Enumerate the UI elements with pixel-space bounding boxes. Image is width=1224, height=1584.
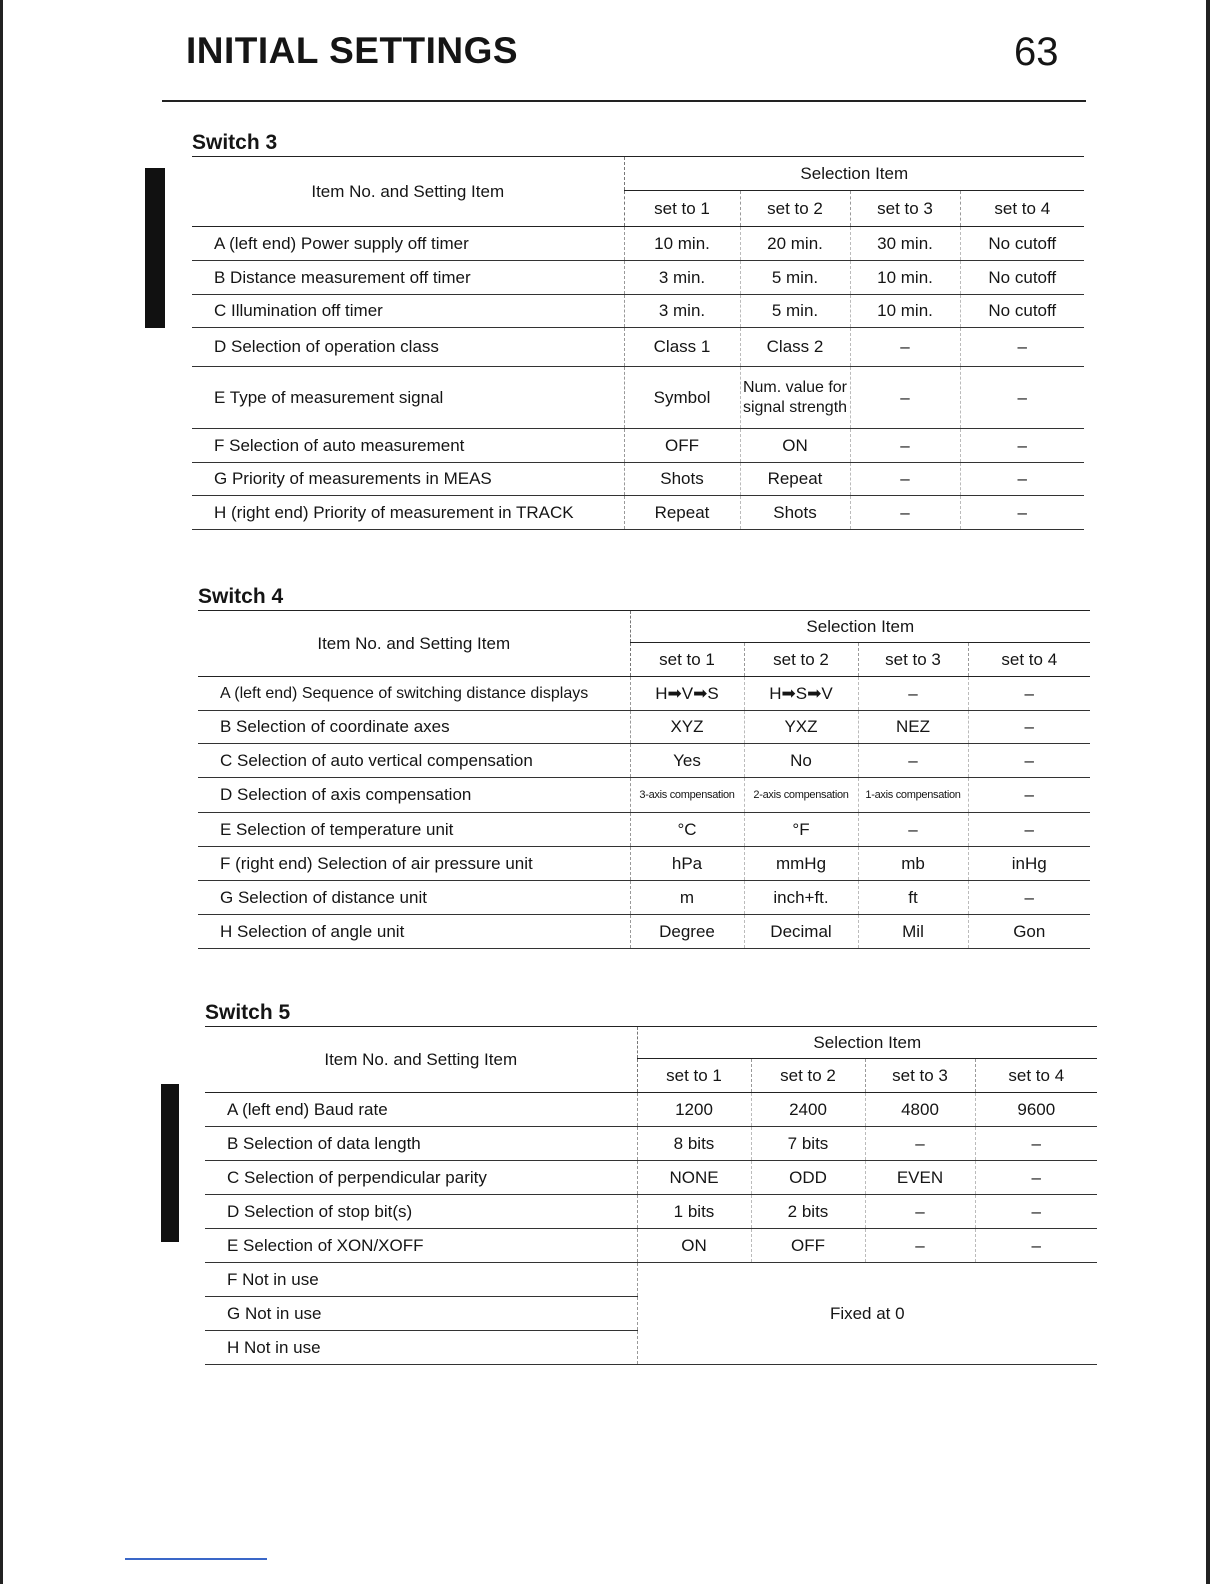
setting-value: No cutoff <box>960 295 1084 328</box>
setting-value: Decimal <box>744 915 858 949</box>
set-to-1-header: set to 1 <box>630 643 744 677</box>
table-row <box>192 261 1084 295</box>
table-row <box>192 367 1084 429</box>
switch-3-title: Switch 3 <box>192 131 278 154</box>
setting-value: No <box>744 744 858 778</box>
setting-item-label: G Not in use <box>205 1297 637 1331</box>
setting-value: mb <box>858 847 968 881</box>
setting-item-label: B Selection of coordinate axes <box>198 711 630 744</box>
table-row <box>198 813 1090 847</box>
setting-value: – <box>865 1229 975 1263</box>
table-row <box>205 1229 1097 1263</box>
setting-value: inch+ft. <box>744 881 858 915</box>
setting-item-label: A (left end) Power supply off timer <box>192 227 624 261</box>
setting-item-label: A (left end) Sequence of switching distance displays <box>198 677 630 711</box>
setting-value: Num. value for signal strength <box>740 367 850 429</box>
table-row <box>192 328 1084 367</box>
setting-value: 5 min. <box>740 261 850 295</box>
switch-4-title: Switch 4 <box>198 585 284 608</box>
setting-value: OFF <box>751 1229 865 1263</box>
switch-5-table <box>205 1026 1097 1365</box>
setting-value: 10 min. <box>624 227 740 261</box>
setting-value: ON <box>740 429 850 463</box>
item-column-header: Item No. and Setting Item <box>198 611 630 677</box>
setting-value: 1-axis compensation <box>858 778 968 813</box>
selection-item-header: Selection Item <box>637 1027 1097 1059</box>
setting-item-label: C Illumination off timer <box>192 295 624 328</box>
setting-value: 3 min. <box>624 295 740 328</box>
setting-value: Symbol <box>624 367 740 429</box>
margin-marker-bar-top <box>145 168 165 328</box>
setting-value: Repeat <box>624 496 740 530</box>
setting-item-label: H (right end) Priority of measurement in TRACK <box>192 496 624 530</box>
fixed-value-note: Fixed at 0 <box>637 1263 1097 1365</box>
setting-value: 5 min. <box>740 295 850 328</box>
table-row <box>205 1093 1097 1127</box>
setting-item-label: B Selection of data length <box>205 1127 637 1161</box>
setting-value: 2 bits <box>751 1195 865 1229</box>
setting-value: hPa <box>630 847 744 881</box>
setting-value: No cutoff <box>960 261 1084 295</box>
setting-value: 10 min. <box>850 295 960 328</box>
switch-3-table <box>192 156 1084 530</box>
table-row <box>198 915 1090 949</box>
selection-item-header: Selection Item <box>630 611 1090 643</box>
setting-value: 4800 <box>865 1093 975 1127</box>
setting-value: 7 bits <box>751 1127 865 1161</box>
table-row <box>205 1263 1097 1297</box>
setting-item-label: A (left end) Baud rate <box>205 1093 637 1127</box>
setting-value: Gon <box>968 915 1090 949</box>
setting-value: – <box>865 1195 975 1229</box>
set-to-3-header: set to 3 <box>850 191 960 227</box>
setting-item-label: B Distance measurement off timer <box>192 261 624 295</box>
setting-value: – <box>850 328 960 367</box>
setting-item-label: C Selection of auto vertical compensation <box>198 744 630 778</box>
switch-5-section <box>205 1000 1097 1365</box>
setting-value: – <box>960 328 1084 367</box>
setting-value: m <box>630 881 744 915</box>
setting-value: ft <box>858 881 968 915</box>
setting-value: 1 bits <box>637 1195 751 1229</box>
table-row <box>205 1195 1097 1229</box>
table-row <box>192 496 1084 530</box>
setting-value: NEZ <box>858 711 968 744</box>
setting-item-label: D Selection of stop bit(s) <box>205 1195 637 1229</box>
scan-edge-right <box>1206 0 1210 1584</box>
setting-item-label: H Not in use <box>205 1331 637 1365</box>
setting-value: H➡S➡V <box>744 677 858 711</box>
set-to-3-header: set to 3 <box>858 643 968 677</box>
setting-value: – <box>850 463 960 496</box>
setting-value: – <box>968 677 1090 711</box>
setting-value: °F <box>744 813 858 847</box>
setting-item-label: E Selection of temperature unit <box>198 813 630 847</box>
set-to-4-header: set to 4 <box>960 191 1084 227</box>
setting-value: H➡V➡S <box>630 677 744 711</box>
set-to-3-header: set to 3 <box>865 1059 975 1093</box>
setting-value: Class 2 <box>740 328 850 367</box>
setting-value: 8 bits <box>637 1127 751 1161</box>
setting-item-label: H Selection of angle unit <box>198 915 630 949</box>
setting-value: Shots <box>624 463 740 496</box>
setting-value: 20 min. <box>740 227 850 261</box>
setting-value: inHg <box>968 847 1090 881</box>
table-row <box>198 778 1090 813</box>
setting-item-label: G Selection of distance unit <box>198 881 630 915</box>
setting-value: OFF <box>624 429 740 463</box>
setting-value: EVEN <box>865 1161 975 1195</box>
header-divider <box>162 100 1086 102</box>
table-row <box>192 295 1084 328</box>
item-column-header: Item No. and Setting Item <box>192 157 624 227</box>
setting-item-label: E Selection of XON/XOFF <box>205 1229 637 1263</box>
setting-value: – <box>850 367 960 429</box>
setting-value: – <box>975 1195 1097 1229</box>
setting-value: – <box>858 744 968 778</box>
setting-value: Yes <box>630 744 744 778</box>
setting-value: – <box>975 1161 1097 1195</box>
setting-value: °C <box>630 813 744 847</box>
table-row <box>198 744 1090 778</box>
setting-value: 2400 <box>751 1093 865 1127</box>
setting-value: 30 min. <box>850 227 960 261</box>
setting-item-label: E Type of measurement signal <box>192 367 624 429</box>
table-row <box>205 1127 1097 1161</box>
setting-value: ON <box>637 1229 751 1263</box>
setting-value: – <box>865 1127 975 1161</box>
setting-value: Degree <box>630 915 744 949</box>
switch-5-title: Switch 5 <box>205 1001 291 1024</box>
setting-value: Class 1 <box>624 328 740 367</box>
switch-3-section <box>192 130 1084 530</box>
setting-value: – <box>968 778 1090 813</box>
setting-value: NONE <box>637 1161 751 1195</box>
set-to-4-header: set to 4 <box>968 643 1090 677</box>
setting-value: – <box>850 496 960 530</box>
setting-value: – <box>968 813 1090 847</box>
setting-value: 3-axis compensation <box>630 778 744 813</box>
margin-marker-bar-bottom <box>161 1084 179 1242</box>
setting-value: – <box>968 881 1090 915</box>
selection-item-header: Selection Item <box>624 157 1084 191</box>
table-row <box>192 429 1084 463</box>
setting-value: – <box>850 429 960 463</box>
setting-item-label: D Selection of axis compensation <box>198 778 630 813</box>
setting-value: – <box>960 367 1084 429</box>
setting-value: – <box>960 496 1084 530</box>
set-to-2-header: set to 2 <box>751 1059 865 1093</box>
set-to-4-header: set to 4 <box>975 1059 1097 1093</box>
setting-value: – <box>975 1229 1097 1263</box>
setting-value: Mil <box>858 915 968 949</box>
setting-value: – <box>960 463 1084 496</box>
setting-value: 1200 <box>637 1093 751 1127</box>
setting-item-label: F (right end) Selection of air pressure unit <box>198 847 630 881</box>
setting-value: – <box>858 813 968 847</box>
setting-value: – <box>858 677 968 711</box>
setting-value: mmHg <box>744 847 858 881</box>
setting-value: – <box>968 711 1090 744</box>
setting-value: – <box>960 429 1084 463</box>
setting-item-label: D Selection of operation class <box>192 328 624 367</box>
setting-item-label: F Not in use <box>205 1263 637 1297</box>
table-row <box>192 463 1084 496</box>
page-number: 63 <box>1014 30 1059 74</box>
table-row <box>192 227 1084 261</box>
table-row <box>205 1161 1097 1195</box>
setting-value: – <box>968 744 1090 778</box>
scan-edge-left <box>0 0 3 1584</box>
table-row <box>198 881 1090 915</box>
setting-value: 3 min. <box>624 261 740 295</box>
setting-item-label: C Selection of perpendicular parity <box>205 1161 637 1195</box>
setting-value: YXZ <box>744 711 858 744</box>
table-row <box>198 847 1090 881</box>
setting-item-label: F Selection of auto measurement <box>192 429 624 463</box>
setting-item-label: G Priority of measurements in MEAS <box>192 463 624 496</box>
page-title: INITIAL SETTINGS <box>186 30 519 71</box>
setting-value: Shots <box>740 496 850 530</box>
setting-value: 10 min. <box>850 261 960 295</box>
setting-value: ODD <box>751 1161 865 1195</box>
setting-value: XYZ <box>630 711 744 744</box>
setting-value: No cutoff <box>960 227 1084 261</box>
table-row <box>198 711 1090 744</box>
setting-value: Repeat <box>740 463 850 496</box>
switch-4-section <box>198 584 1090 949</box>
table-row <box>198 677 1090 711</box>
set-to-2-header: set to 2 <box>740 191 850 227</box>
bottom-accent-rule <box>125 1558 267 1560</box>
switch-4-table <box>198 610 1090 949</box>
setting-value: 9600 <box>975 1093 1097 1127</box>
set-to-1-header: set to 1 <box>624 191 740 227</box>
setting-value: 2-axis compensation <box>744 778 858 813</box>
set-to-1-header: set to 1 <box>637 1059 751 1093</box>
setting-value: – <box>975 1127 1097 1161</box>
item-column-header: Item No. and Setting Item <box>205 1027 637 1093</box>
set-to-2-header: set to 2 <box>744 643 858 677</box>
